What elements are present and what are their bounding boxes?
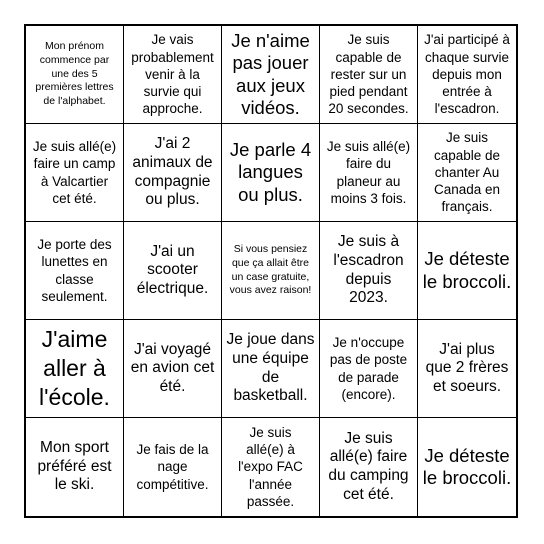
bingo-cell-2-1[interactable] (26, 124, 124, 222)
bingo-cell-1-3[interactable] (222, 26, 320, 124)
bingo-cell-1-2[interactable] (124, 26, 222, 124)
cell-text: Je suis allé(e) faire du camping cet été. (328, 429, 409, 503)
bingo-cell-4-4[interactable] (320, 320, 418, 418)
cell-text: J'ai 2 animaux de compagnie ou plus. (132, 135, 213, 209)
bingo-cell-1-4[interactable] (320, 26, 418, 124)
cell-text: J'ai un scooter électrique. (136, 242, 209, 297)
cell-text: Je suis à l'escadron depuis 2023. (333, 233, 404, 307)
bingo-cell-4-5[interactable] (418, 320, 516, 418)
cell-text: Mon prénom commence par une des 5 premières lettres de l'alphabet. (35, 40, 114, 107)
bingo-cell-3-2[interactable] (124, 222, 222, 320)
bingo-cell-5-5[interactable] (418, 418, 516, 516)
free-space-text: Si vous pensiez que ça allait être un case gratuite, vous avez raison! (229, 243, 312, 297)
cell-text: Je suis capable de chanter Au Canada en français. (433, 130, 501, 215)
bingo-cell-2-4[interactable] (320, 124, 418, 222)
bingo-cell-1-1[interactable] (26, 26, 124, 124)
bingo-cell-5-1[interactable] (26, 418, 124, 516)
bingo-cell-5-2[interactable] (124, 418, 222, 516)
cell-text: Je suis allé(e) à l'expo FAC l'année passée. (238, 424, 303, 509)
cell-text: J'aime aller à l'école. (39, 326, 110, 410)
cell-text: Je fais de la nage compétitive. (136, 442, 209, 492)
bingo-cell-4-3[interactable] (222, 320, 320, 418)
cell-text: Je n'aime pas jouer aux jeux vidéos. (231, 30, 310, 118)
bingo-cell-1-5[interactable] (418, 26, 516, 124)
bingo-cell-3-3[interactable] (222, 222, 320, 320)
bingo-board (24, 24, 518, 518)
bingo-cell-2-2[interactable] (124, 124, 222, 222)
bingo-cell-4-2[interactable] (124, 320, 222, 418)
bingo-cell-2-5[interactable] (418, 124, 516, 222)
cell-text: Je suis allé(e) faire du planeur au moins 3 fois. (326, 138, 411, 206)
bingo-cell-3-5[interactable] (418, 222, 516, 320)
cell-text: Je déteste le broccoli. (422, 444, 512, 488)
cell-text: J'ai plus que 2 frères et soeurs. (425, 340, 509, 395)
cell-text: Je n'occupe pas de poste de parade (encore). (329, 334, 408, 402)
cell-text: Je parle 4 langues ou plus. (229, 139, 312, 205)
bingo-cell-5-4[interactable] (320, 418, 418, 516)
bingo-cell-2-3[interactable] (222, 124, 320, 222)
cell-text: Mon sport préféré est le ski. (37, 439, 112, 494)
bingo-cell-4-1[interactable] (26, 320, 124, 418)
bingo-cell-5-3[interactable] (222, 418, 320, 516)
cell-text: Je suis capable de rester sur un pied pendant 20 secondes. (328, 32, 409, 117)
cell-text: Je porte des lunettes en classe seulement. (37, 236, 112, 304)
cell-text: Je joue dans une équipe de basketball. (226, 331, 315, 405)
bingo-cell-3-4[interactable] (320, 222, 418, 320)
cell-text: Je déteste le broccoli. (422, 248, 512, 292)
cell-text: Je suis allé(e) faire un camp à Valcartier cet été. (32, 138, 117, 206)
cell-text: J'ai voyagé en avion cet été. (130, 340, 215, 395)
cell-text: J'ai participé à chaque survie depuis mon entrée à l'escadron. (424, 32, 510, 117)
bingo-cell-3-1[interactable] (26, 222, 124, 320)
cell-text: Je vais probablement venir à la survie qui approche. (131, 32, 214, 117)
